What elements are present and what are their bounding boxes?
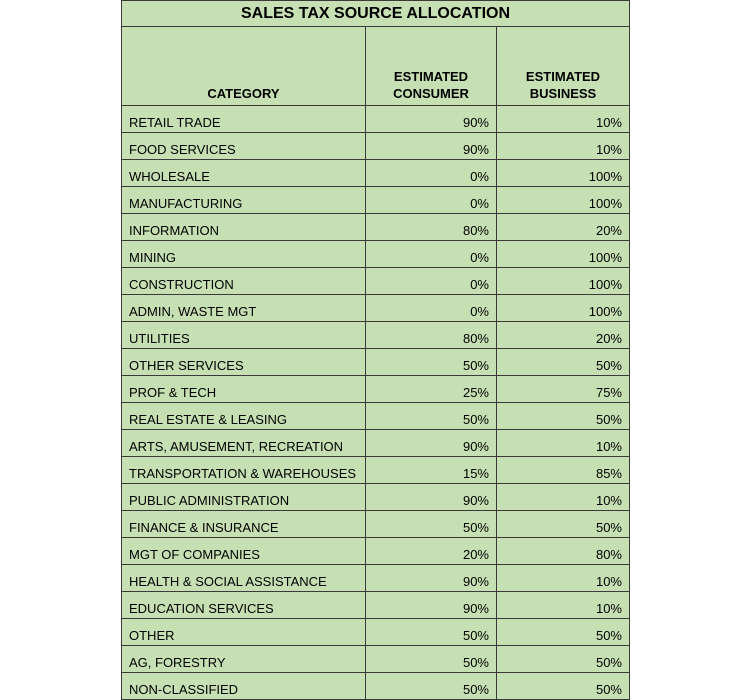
header-category-label: CATEGORY (207, 86, 280, 101)
consumer-cell: 50% (366, 511, 497, 538)
table-row (122, 430, 630, 457)
category-cell: PROF & TECH (122, 376, 366, 403)
table-row (122, 646, 630, 673)
business-cell: 10% (497, 133, 630, 160)
consumer-cell: 15% (366, 457, 497, 484)
category-cell: REAL ESTATE & LEASING (122, 403, 366, 430)
business-cell: 75% (497, 376, 630, 403)
category-cell: EDUCATION SERVICES (122, 592, 366, 619)
table-row (122, 322, 630, 349)
business-cell: 100% (497, 241, 630, 268)
category-cell: OTHER (122, 619, 366, 646)
category-cell: PUBLIC ADMINISTRATION (122, 484, 366, 511)
category-cell: NON-CLASSIFIED (122, 673, 366, 700)
table-row (122, 457, 630, 484)
category-cell: CONSTRUCTION (122, 268, 366, 295)
consumer-cell: 50% (366, 403, 497, 430)
category-cell: FINANCE & INSURANCE (122, 511, 366, 538)
consumer-cell: 90% (366, 484, 497, 511)
business-cell: 80% (497, 538, 630, 565)
business-cell: 10% (497, 484, 630, 511)
table-row (122, 160, 630, 187)
consumer-cell: 0% (366, 295, 497, 322)
consumer-cell: 0% (366, 187, 497, 214)
table-row (122, 511, 630, 538)
business-cell: 50% (497, 646, 630, 673)
consumer-cell: 50% (366, 349, 497, 376)
category-cell: OTHER SERVICES (122, 349, 366, 376)
consumer-cell: 0% (366, 160, 497, 187)
category-cell: RETAIL TRADE (122, 106, 366, 133)
business-cell: 50% (497, 403, 630, 430)
category-cell: UTILITIES (122, 322, 366, 349)
business-cell: 100% (497, 187, 630, 214)
category-cell: INFORMATION (122, 214, 366, 241)
table-row (122, 673, 630, 700)
table-row (122, 241, 630, 268)
table-body (122, 106, 630, 700)
header-consumer-line2: CONSUMER (393, 86, 469, 101)
category-cell: TRANSPORTATION & WAREHOUSES (122, 457, 366, 484)
business-cell: 10% (497, 430, 630, 457)
category-cell: ADMIN, WASTE MGT (122, 295, 366, 322)
header-row (122, 27, 630, 106)
category-cell: MINING (122, 241, 366, 268)
business-cell: 50% (497, 511, 630, 538)
category-cell: MANUFACTURING (122, 187, 366, 214)
table-row (122, 106, 630, 133)
table-row (122, 376, 630, 403)
category-cell: WHOLESALE (122, 160, 366, 187)
business-cell: 50% (497, 619, 630, 646)
business-cell: 10% (497, 565, 630, 592)
table-row (122, 268, 630, 295)
table-row (122, 403, 630, 430)
consumer-cell: 25% (366, 376, 497, 403)
business-cell: 50% (497, 673, 630, 700)
table-row (122, 619, 630, 646)
business-cell: 85% (497, 457, 630, 484)
allocation-table (121, 0, 630, 700)
business-cell: 50% (497, 349, 630, 376)
header-estimated-consumer (366, 27, 497, 106)
category-cell: MGT OF COMPANIES (122, 538, 366, 565)
consumer-cell: 90% (366, 133, 497, 160)
table-row (122, 538, 630, 565)
category-cell: AG, FORESTRY (122, 646, 366, 673)
header-business-line1: ESTIMATED (525, 69, 601, 84)
title-row (122, 1, 630, 27)
business-cell: 100% (497, 268, 630, 295)
header-business-line2: BUSINESS (529, 86, 597, 101)
business-cell: 10% (497, 106, 630, 133)
category-cell: HEALTH & SOCIAL ASSISTANCE (122, 565, 366, 592)
consumer-cell: 50% (366, 646, 497, 673)
table-row (122, 295, 630, 322)
table-row (122, 484, 630, 511)
business-cell: 20% (497, 322, 630, 349)
header-estimated-business (497, 27, 630, 106)
allocation-sheet (121, 0, 629, 700)
table-row (122, 187, 630, 214)
consumer-cell: 0% (366, 241, 497, 268)
business-cell: 20% (497, 214, 630, 241)
header-consumer-line1: ESTIMATED (393, 69, 469, 84)
table-row (122, 592, 630, 619)
category-cell: FOOD SERVICES (122, 133, 366, 160)
table-row (122, 133, 630, 160)
table-row (122, 565, 630, 592)
category-cell: ARTS, AMUSEMENT, RECREATION (122, 430, 366, 457)
business-cell: 10% (497, 592, 630, 619)
consumer-cell: 90% (366, 565, 497, 592)
consumer-cell: 0% (366, 268, 497, 295)
header-category (122, 27, 366, 106)
consumer-cell: 20% (366, 538, 497, 565)
table-row (122, 349, 630, 376)
consumer-cell: 80% (366, 214, 497, 241)
consumer-cell: 90% (366, 592, 497, 619)
business-cell: 100% (497, 295, 630, 322)
consumer-cell: 50% (366, 673, 497, 700)
consumer-cell: 50% (366, 619, 497, 646)
consumer-cell: 80% (366, 322, 497, 349)
consumer-cell: 90% (366, 106, 497, 133)
consumer-cell: 90% (366, 430, 497, 457)
table-title: SALES TAX SOURCE ALLOCATION (122, 1, 630, 27)
business-cell: 100% (497, 160, 630, 187)
table-row (122, 214, 630, 241)
